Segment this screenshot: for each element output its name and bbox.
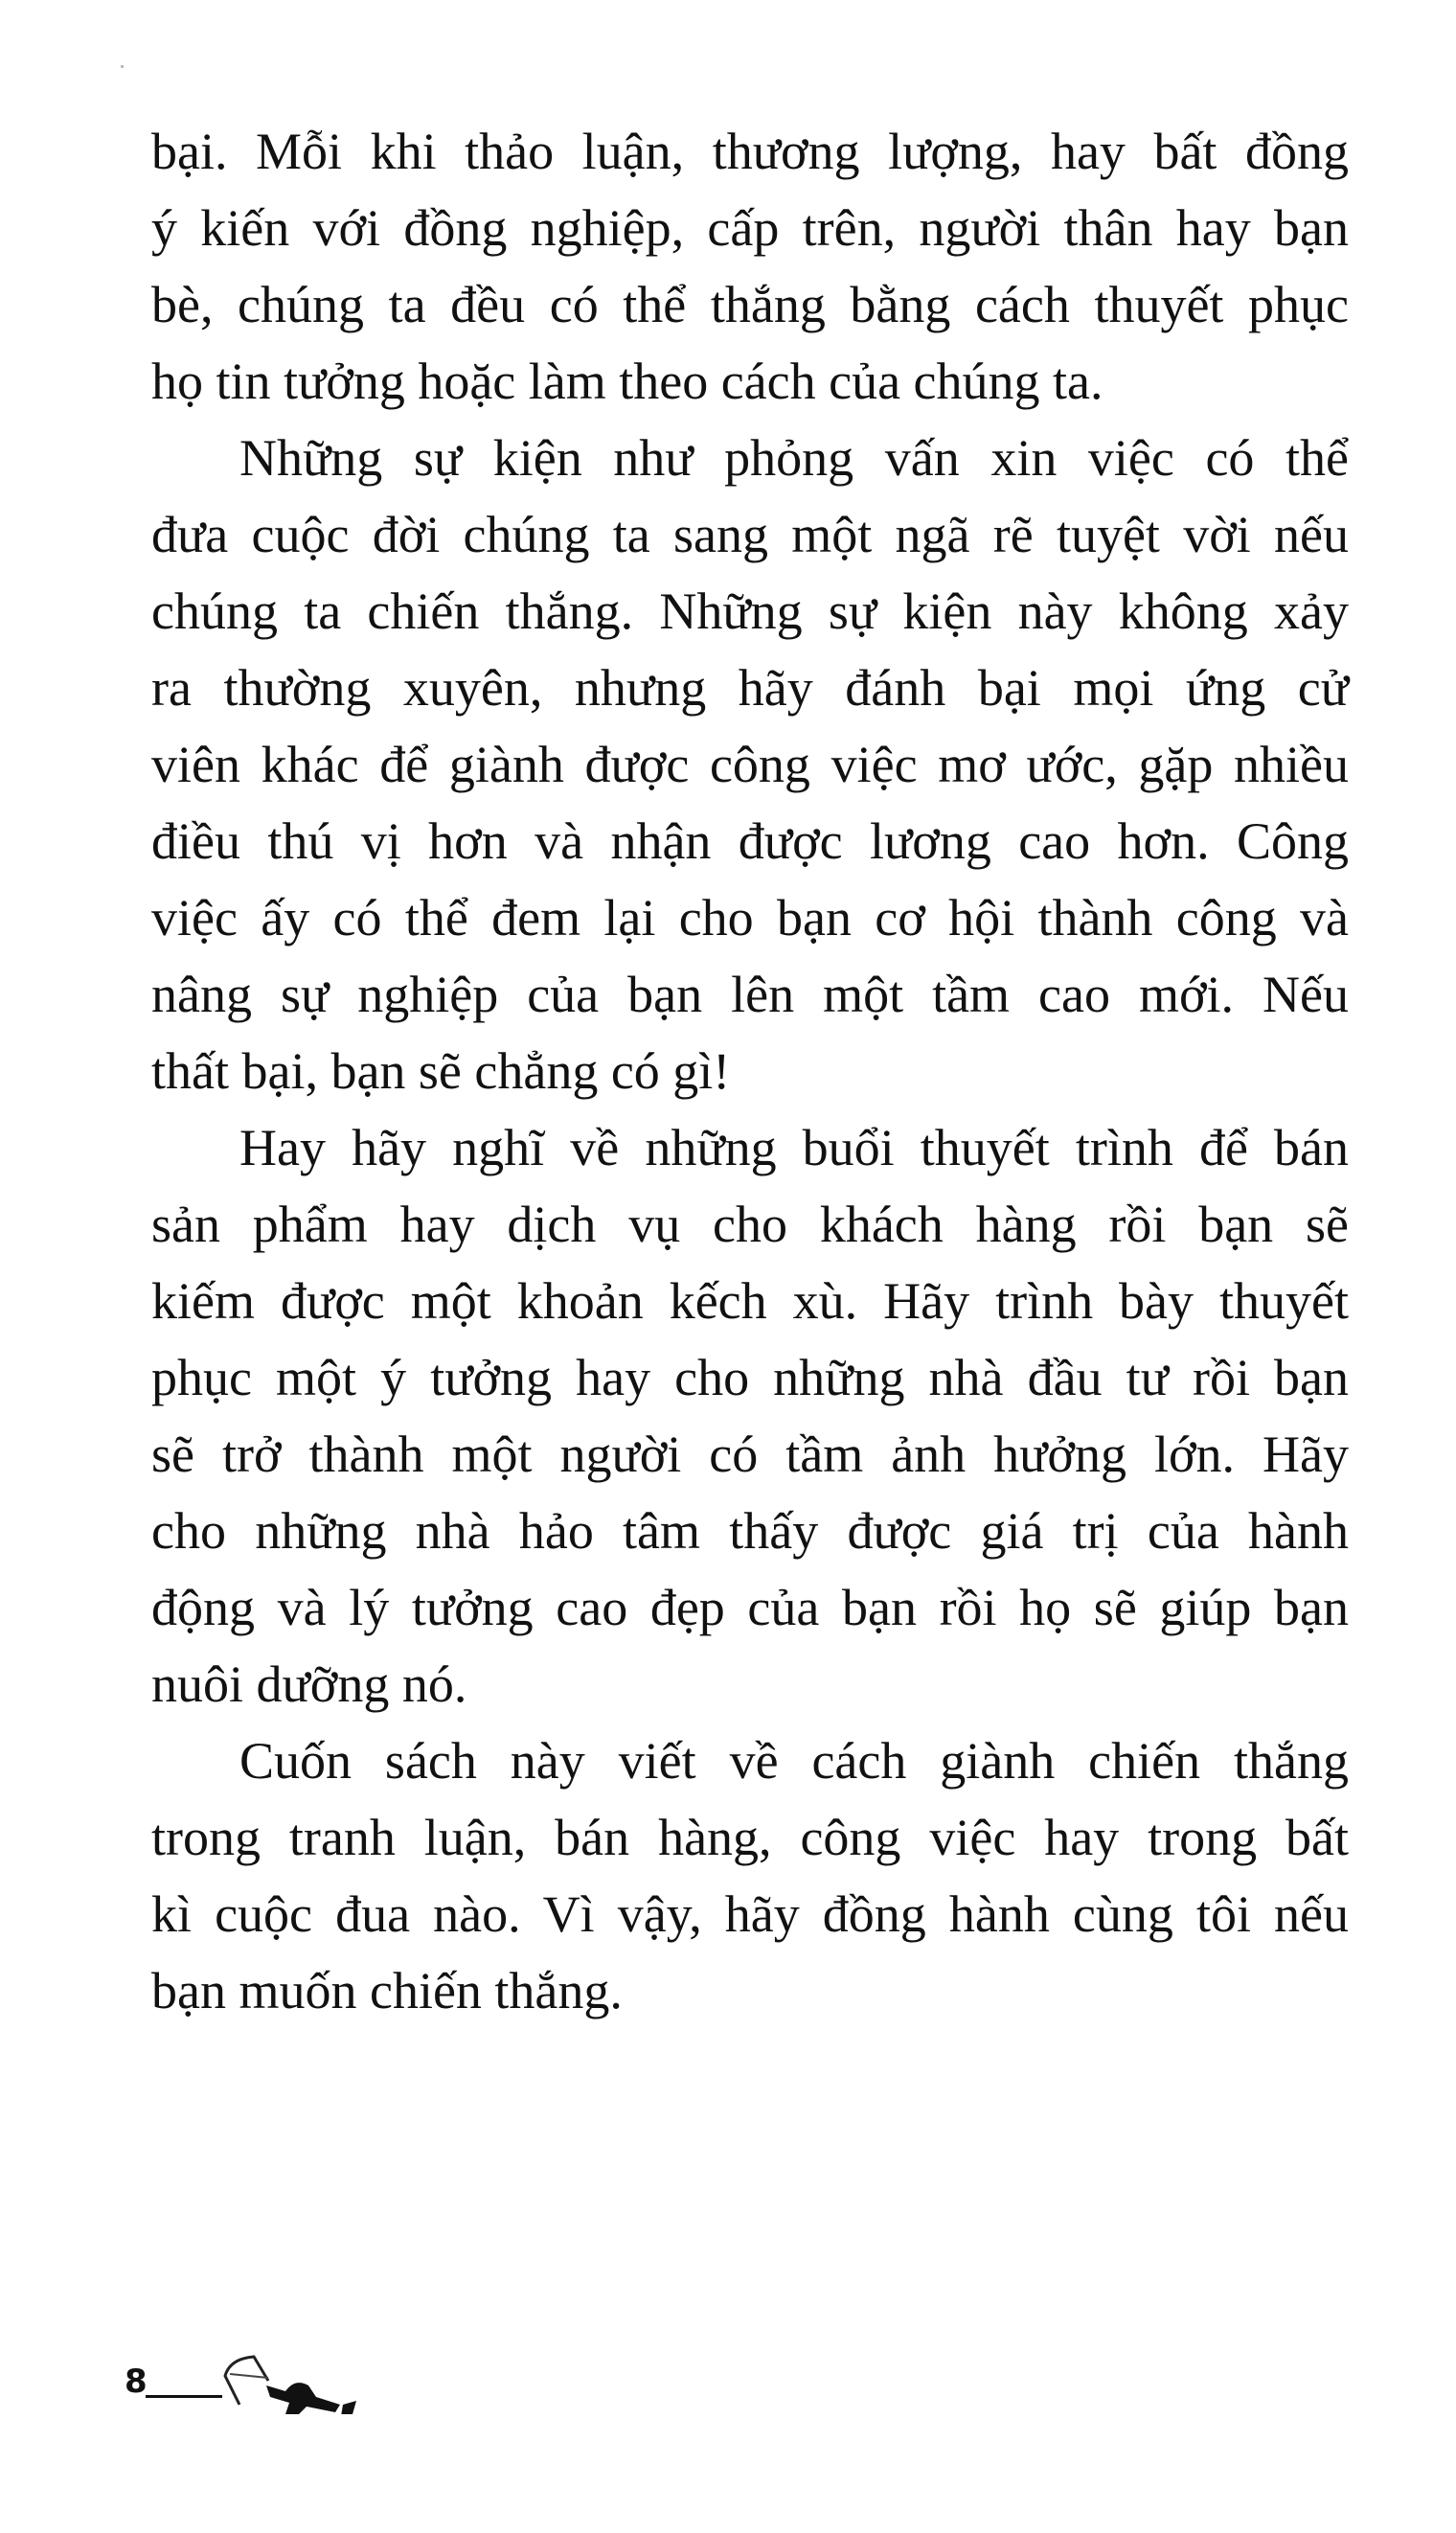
text-line: sẽ trở thành một người có tầm ảnh hưởng lớn. Hãy — [151, 1426, 1349, 1483]
text-line: bạn muốn chiến thắng. — [151, 1962, 623, 2020]
text-line: nuôi dưỡng nó. — [151, 1655, 467, 1713]
runner-logo-icon — [182, 2347, 431, 2414]
text-line: Hay hãy nghĩ về những buổi thuyết trình để bán — [239, 1119, 1349, 1176]
text-line: thất bại, bạn sẽ chẳng có gì! — [151, 1042, 731, 1100]
text-line: cho những nhà hảo tâm thấy được giá trị của hành — [151, 1502, 1349, 1560]
text-line: viên khác để giành được công việc mơ ước, gặp nhiều — [151, 736, 1349, 793]
text-line: bè, chúng ta đều có thể thắng bằng cách thuyết phục — [151, 276, 1349, 333]
text-line: Những sự kiện như phỏng vấn xin việc có thể — [239, 429, 1349, 487]
text-line: kì cuộc đua nào. Vì vậy, hãy đồng hành cùng tôi nếu — [151, 1885, 1349, 1943]
text-line: Cuốn sách này viết về cách giành chiến thắng — [239, 1732, 1349, 1790]
text-line: ra thường xuyên, nhưng hãy đánh bại mọi ứng cử — [151, 659, 1349, 717]
text-line: việc ấy có thể đem lại cho bạn cơ hội thành công và — [151, 889, 1349, 947]
text-line: trong tranh luận, bán hàng, công việc hay trong bất — [151, 1809, 1349, 1866]
text-line: đưa cuộc đời chúng ta sang một ngã rẽ tuyệt vời nếu — [151, 506, 1349, 563]
text-line: điều thú vị hơn và nhận được lương cao hơn. Công — [151, 812, 1349, 870]
text-line: họ tin tưởng hoặc làm theo cách của chúng ta. — [151, 353, 1103, 410]
page-number: 8 — [125, 2362, 148, 2401]
page-footer — [125, 2347, 412, 2414]
text-line: bại. Mỗi khi thảo luận, thương lượng, hay bất đồng — [151, 123, 1349, 180]
text-line: nâng sự nghiệp của bạn lên một tầm cao mới. Nếu — [151, 966, 1349, 1023]
text-line: ý kiến với đồng nghiệp, cấp trên, người thân hay bạn — [151, 199, 1349, 257]
text-line: kiếm được một khoản kếch xù. Hãy trình bày thuyết — [151, 1272, 1349, 1330]
text-line: động và lý tưởng cao đẹp của bạn rồi họ sẽ giúp bạn — [151, 1579, 1349, 1636]
scan-speck — [121, 65, 124, 68]
text-line: phục một ý tưởng hay cho những nhà đầu tư rồi bạn — [151, 1349, 1349, 1406]
text-line: sản phẩm hay dịch vụ cho khách hàng rồi bạn sẽ — [151, 1196, 1349, 1253]
text-line: chúng ta chiến thắng. Những sự kiện này không xảy — [151, 582, 1349, 640]
body-text — [151, 113, 1349, 2029]
